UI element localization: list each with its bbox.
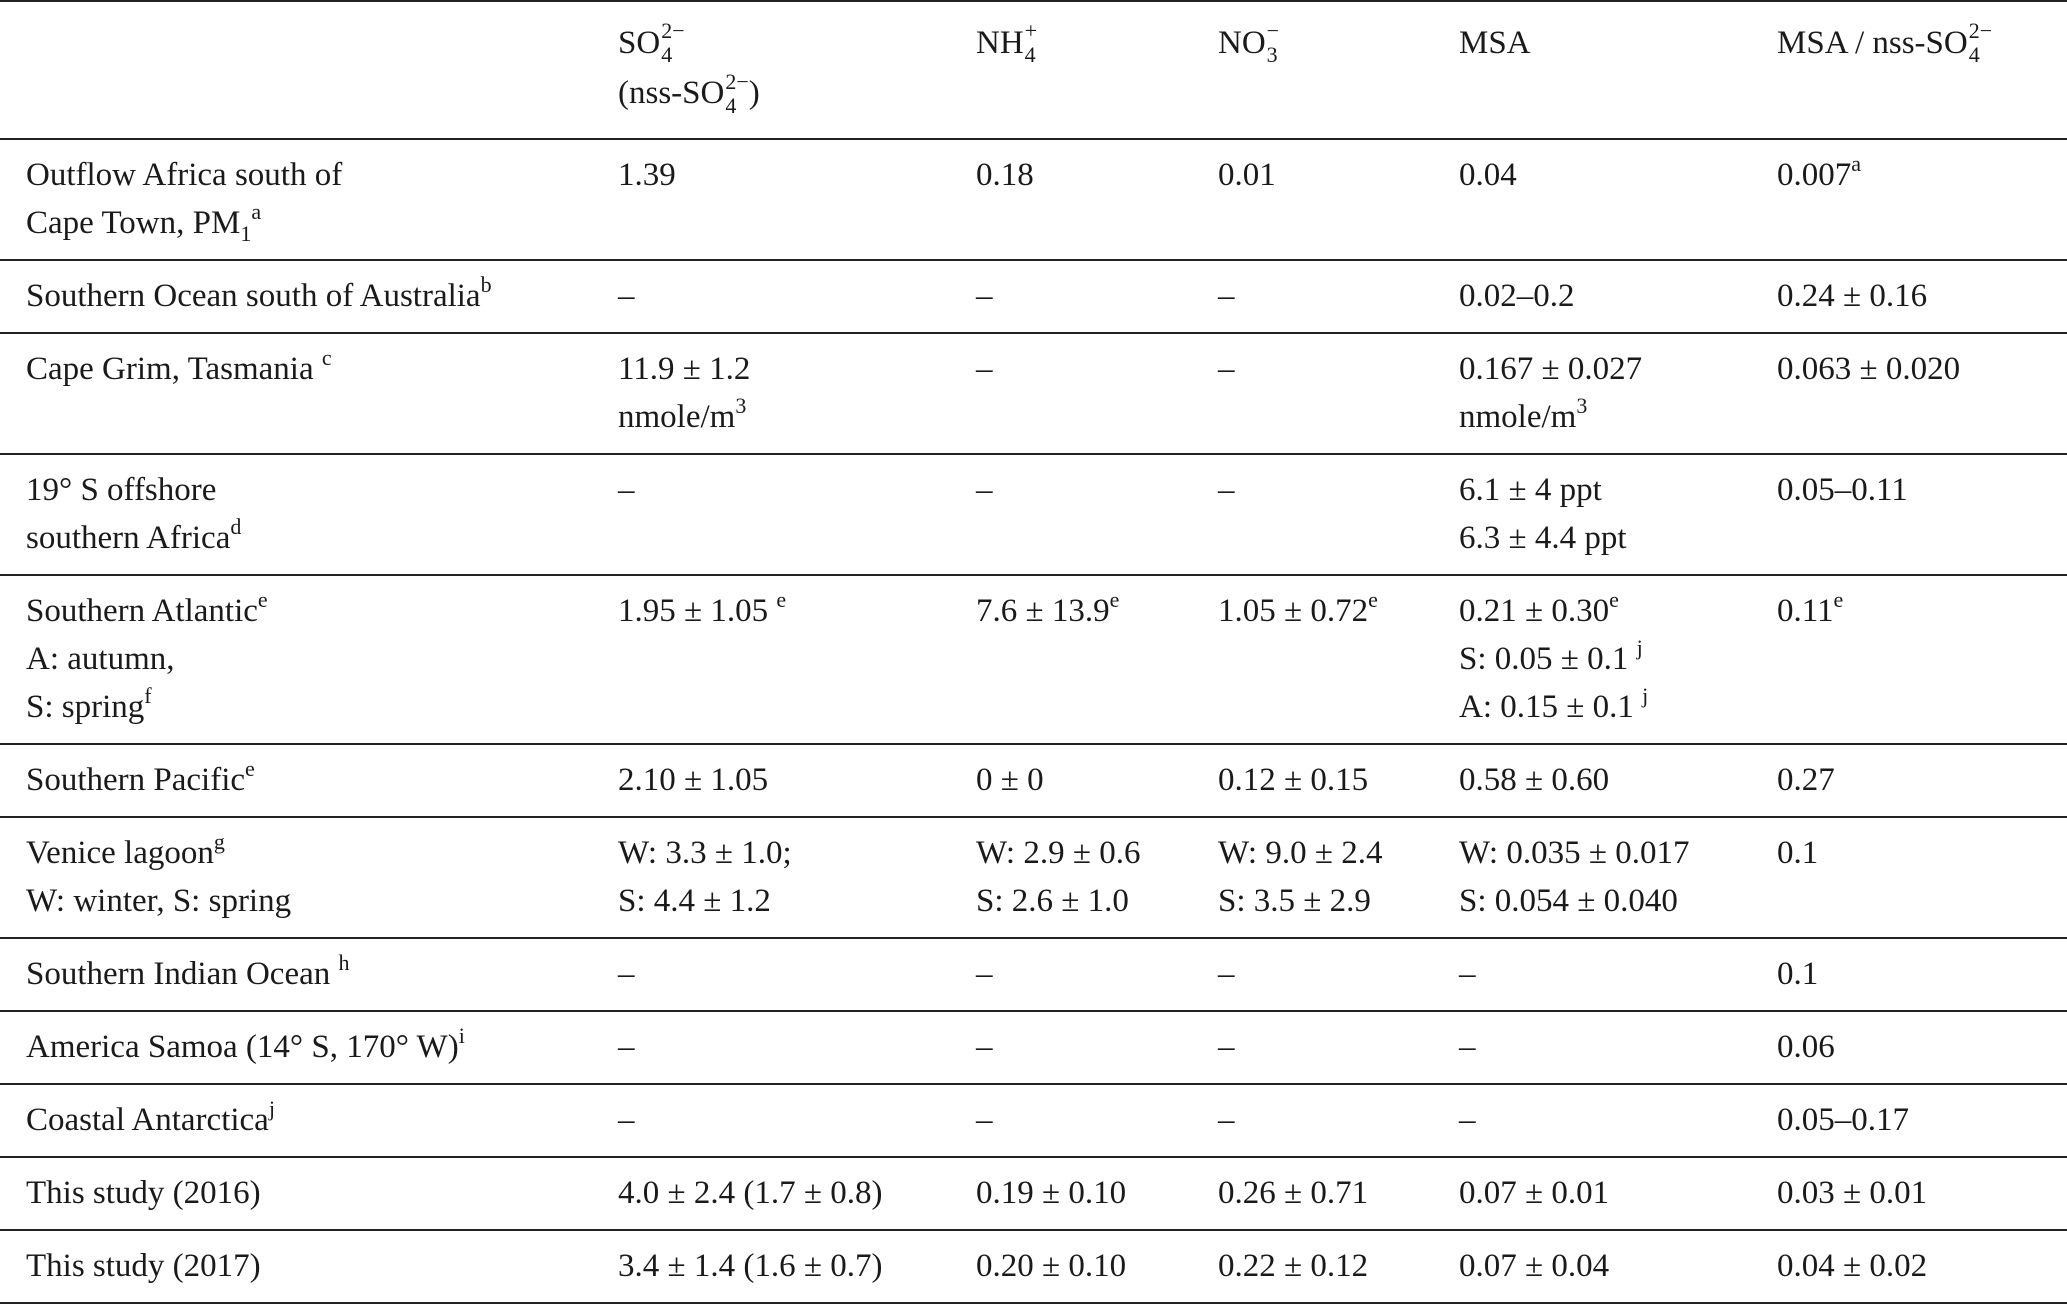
- site-cell: Southern Indian Ocean $^h$: [26, 949, 350, 992]
- table-row: [0, 333, 2067, 454]
- header-ratio: MSA / nss-SO 2− 4: [1777, 18, 1993, 68]
- table-row: [0, 1157, 2067, 1230]
- header-site: [0, 1, 592, 139]
- msa-cell: 0.07 ± 0.04: [1459, 1247, 1610, 1284]
- site-cell: 19° S offshore southern Africa$^d$: [26, 471, 242, 556]
- msa-cell: –: [1459, 1028, 1476, 1065]
- header-no3: NO − 3: [1218, 18, 1280, 68]
- so4-cell: –: [618, 1101, 635, 1138]
- so4-cell: 1.95 ± 1.05 $^e$: [618, 586, 787, 629]
- msa-cell: 0.02–0.2: [1459, 277, 1575, 314]
- ratio-cell: 0.11e: [1777, 586, 1844, 629]
- no3-cell: W: 9.0 ± 2.4 S: 3.5 ± 2.9: [1218, 834, 1383, 919]
- no3-cell: 0.12 ± 0.15: [1218, 761, 1369, 798]
- nh4-cell: 7.6 ± 13.9$^e$: [976, 586, 1120, 629]
- so4-cell: –: [618, 277, 635, 314]
- ratio-cell: 0.05–0.11: [1777, 471, 1908, 508]
- no3-cell: –: [1218, 1028, 1235, 1065]
- nh4-cell: –: [976, 471, 993, 508]
- table-row: [0, 1084, 2067, 1157]
- site-cell: Cape Grim, Tasmania $^c$: [26, 344, 332, 387]
- site-cell: This study (2016): [26, 1174, 261, 1211]
- nh4-cell: 0.18: [976, 156, 1034, 193]
- msa-cell: 0.04: [1459, 156, 1517, 193]
- no3-cell: 0.22 ± 0.12: [1218, 1247, 1369, 1284]
- table-row: [0, 454, 2067, 575]
- msa-cell: 0.21 ± 0.30$^e$ S: 0.05 ± 0.1 $^j$ A: 0.15 ± 0.1 $^j$: [1459, 586, 1649, 725]
- no3-cell: 0.01: [1218, 156, 1276, 193]
- no3-cell: 0.26 ± 0.71: [1218, 1174, 1369, 1211]
- ratio-cell: 0.04 ± 0.02: [1777, 1247, 1928, 1284]
- so4-cell: 4.0 ± 2.4 (1.7 ± 0.8): [618, 1174, 883, 1211]
- ratio-cell: 0.007$^a$: [1777, 150, 1862, 193]
- so4-cell: –: [618, 471, 635, 508]
- header-so4: SO 2− 4 (nss-SO 2− 4 ): [618, 18, 760, 118]
- so4-cell: 1.39: [618, 156, 676, 193]
- site-cell: Outflow Africa south of Cape Town, $PM_1^a$: [26, 156, 343, 246]
- so4-cell: 11.9 ± 1.2 nmole/$m^3$: [618, 350, 751, 435]
- ratio-cell: 0.27: [1777, 761, 1835, 798]
- nh4-cell: –: [976, 1028, 993, 1065]
- ratio-cell: 0.063 ± 0.020: [1777, 350, 1961, 387]
- nh4-cell: 0.20 ± 0.10: [976, 1247, 1127, 1284]
- msa-cell: 0.58 ± 0.60: [1459, 761, 1610, 798]
- table-row: [0, 1230, 2067, 1303]
- ratio-cell: 0.06: [1777, 1028, 1835, 1065]
- nh4-cell: –: [976, 350, 993, 387]
- table-row: [0, 139, 2067, 260]
- so4-cell: 3.4 ± 1.4 (1.6 ± 0.7): [618, 1247, 883, 1284]
- nh4-cell: 0.19 ± 0.10: [976, 1174, 1127, 1211]
- msa-cell: –: [1459, 1101, 1476, 1138]
- table-row: [0, 260, 2067, 333]
- site-cell: Coastal Antarctica$^j$: [26, 1095, 275, 1138]
- ratio-cell: 0.05–0.17: [1777, 1101, 1909, 1138]
- no3-cell: –: [1218, 955, 1235, 992]
- no3-cell: 1.05 ± 0.72$^e$: [1218, 586, 1378, 629]
- table-row: [0, 938, 2067, 1011]
- msa-cell: 0.167 ± 0.027 nmole/$m^3$: [1459, 350, 1643, 435]
- site-cell: This study (2017): [26, 1247, 261, 1284]
- table-row: [0, 817, 2067, 938]
- so4-cell: 2.10 ± 1.05: [618, 761, 769, 798]
- so4-cell: –: [618, 1028, 635, 1065]
- ratio-cell: 0.24 ± 0.16: [1777, 277, 1928, 314]
- ratio-cell: 0.1: [1777, 834, 1819, 871]
- header-row: [0, 1, 2067, 139]
- table-row: [0, 1011, 2067, 1084]
- table-row: [0, 575, 2067, 744]
- site-cell: Southern Atlantic$^e$ A: autumn, S: spring$^f$: [26, 586, 268, 725]
- nh4-cell: 0 ± 0: [976, 761, 1044, 798]
- site-cell: Southern Pacific$^e$: [26, 755, 255, 798]
- ratio-cell: 0.03 ± 0.01: [1777, 1174, 1928, 1211]
- no3-cell: –: [1218, 277, 1235, 314]
- msa-cell: 0.07 ± 0.01: [1459, 1174, 1610, 1211]
- nh4-cell: –: [976, 277, 993, 314]
- no3-cell: –: [1218, 1101, 1235, 1138]
- header-nh4: NH + 4: [976, 18, 1038, 68]
- msa-cell: W: 0.035 ± 0.017 S: 0.054 ± 0.040: [1459, 834, 1690, 919]
- so4-cell: W: 3.3 ± 1.0; S: 4.4 ± 1.2: [618, 834, 792, 919]
- site-cell: Venice lagoon$^g$ W: winter, S: spring: [26, 828, 292, 919]
- no3-cell: –: [1218, 350, 1235, 387]
- nh4-cell: W: 2.9 ± 0.6 S: 2.6 ± 1.0: [976, 834, 1141, 919]
- site-cell: Southern Ocean south of Australia$^b$: [26, 271, 492, 314]
- ratio-cell: 0.1: [1777, 955, 1819, 992]
- table-row: [0, 744, 2067, 817]
- no3-cell: –: [1218, 471, 1235, 508]
- so4-cell: –: [618, 955, 635, 992]
- site-cell: America Samoa (14° S, 170° W)$^i$: [26, 1022, 465, 1065]
- header-msa: MSA: [1459, 25, 1531, 61]
- msa-cell: –: [1459, 955, 1476, 992]
- nh4-cell: –: [976, 1101, 993, 1138]
- msa-cell: 6.1 ± 4 ppt 6.3 ± 4.4 ppt: [1459, 471, 1627, 556]
- nh4-cell: –: [976, 955, 993, 992]
